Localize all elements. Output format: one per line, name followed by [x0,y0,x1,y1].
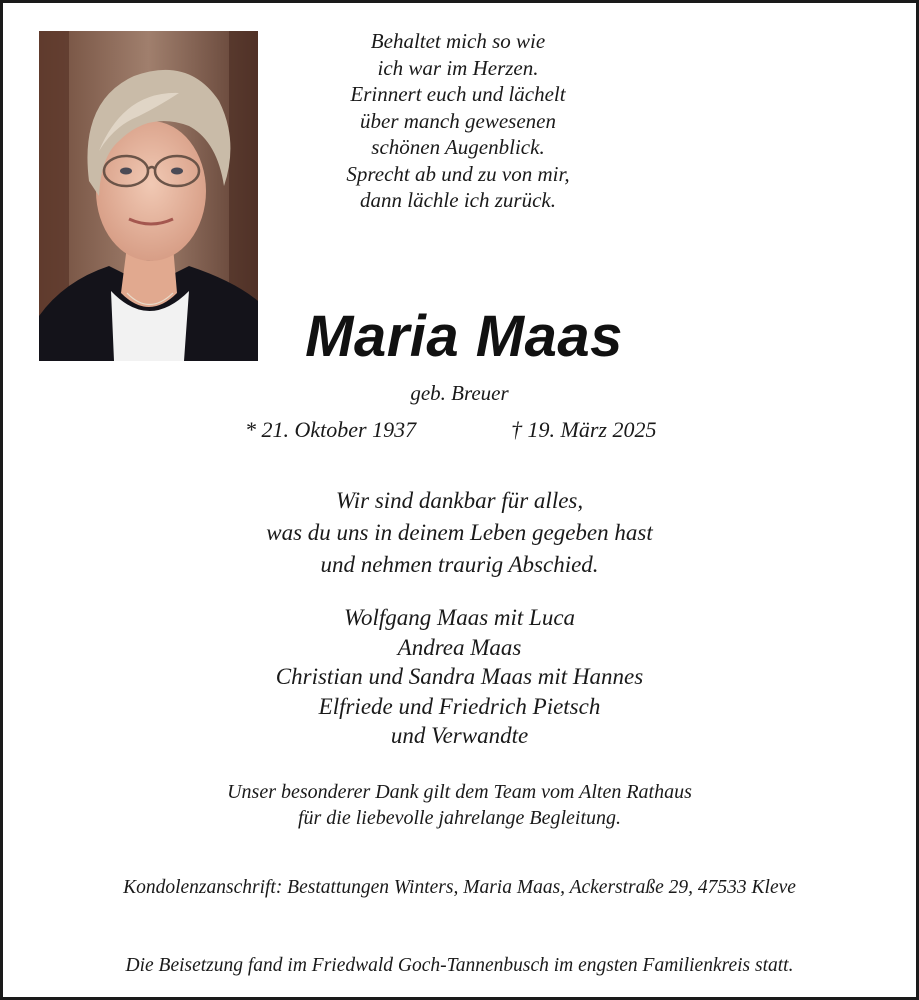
mourner-line: Elfriede und Friedrich Pietsch [318,693,601,719]
mourner-line: Christian und Sandra Maas mit Hannes [275,664,644,689]
gratitude-line: Wir sind dankbar für alles, [335,488,584,513]
maiden-name: geb. Breuer [410,381,509,405]
poem-line: Erinnert euch und lächelt [350,82,566,106]
portrait-photo [39,31,258,361]
condolence-address: Kondolenzanschrift: Bestattungen Winters, Maria Maas, Ackerstraße 29, 47533 Kleve [123,877,796,898]
poem-line: dann lächle ich zurück. [360,188,556,212]
death-date: † 19. März 2025 [511,417,657,442]
poem-line: Behaltet mich so wie [370,29,546,53]
special-thanks-line: für die liebevolle jahrelange Begleitung. [297,807,622,829]
deceased-name: Maria Maas [305,304,623,369]
gratitude-line: was du uns in deinem Leben gegeben hast [266,520,653,545]
gratitude-line: und nehmen traurig Abschied. [320,552,599,577]
burial-note: Die Beisetzung fand im Friedwald Goch-Tannenbusch im engsten Familienkreis statt. [125,955,794,976]
mourner-line: und Verwandte [390,723,529,748]
poem-line: ich war im Herzen. [377,55,539,80]
special-thanks [3,779,916,831]
mourner-line: Wolfgang Maas mit Luca [343,605,576,630]
poem-line: Sprecht ab und zu von mir, [346,161,570,186]
mourners-list [3,603,916,751]
poem [303,28,613,214]
mourner-line: Andrea Maas [397,634,522,660]
poem-line: schönen Augenblick. [371,135,545,159]
special-thanks-line: Unser besonderer Dank gilt dem Team vom Alten Rathaus [227,781,692,803]
gratitude-text [3,485,916,581]
birth-date: * 21. Oktober 1937 [245,417,417,442]
poem-line: über manch gewesenen [360,108,556,133]
